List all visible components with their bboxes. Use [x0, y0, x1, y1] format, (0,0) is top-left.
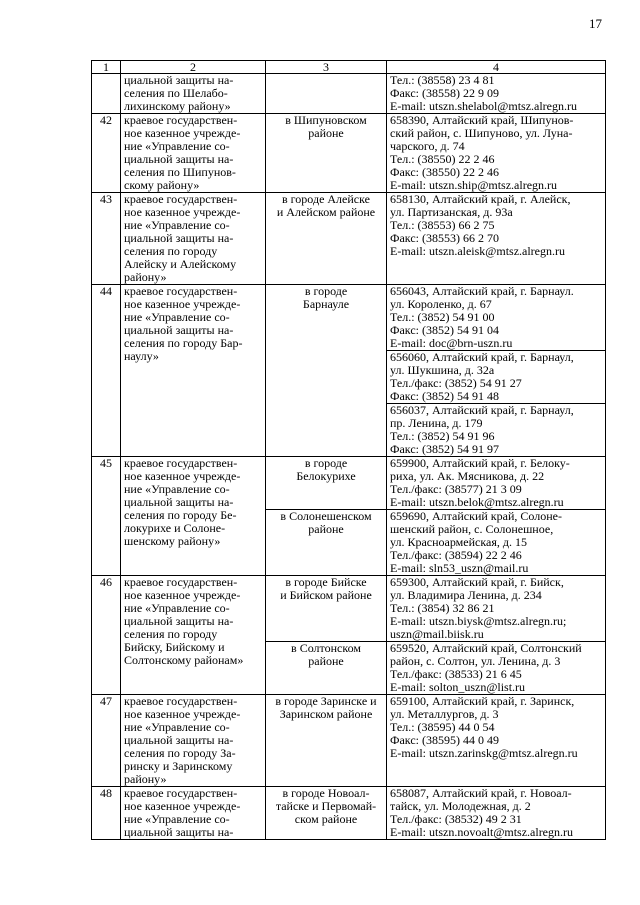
service-area: в городе Новоал- тайске и Первомай- ском районе [266, 787, 387, 840]
table-row [92, 285, 606, 351]
contact-details: 656043, Алтайский край, г. Барнаул. ул. Короленко, д. 67 Тел.: (3852) 54 91 00 Факс: (3852) 54 91 04 E-mail: doc@brn-uszn.ru [387, 285, 606, 351]
table-row [92, 787, 606, 840]
row-number: 44 [92, 285, 121, 457]
service-area: в городе Заринске и Заринском районе [266, 695, 387, 787]
contact-details: 659900, Алтайский край, г. Белоку- риха, ул. Ак. Мясникова, д. 22 Тел./факс: (38577) 21 3 09 E-mail: utszn.belok@mtsz.alregn.ru [387, 457, 606, 510]
table-row [92, 457, 606, 510]
row-number: 46 [92, 576, 121, 695]
institution-name: краевое государствен- ное казенное учрежде- ние «Управление со- циальной защиты на- селения по городу Алейску и Алейскому району» [121, 193, 266, 285]
contact-details: 659520, Алтайский край, Солтонский район, с. Солтон, ул. Ленина, д. 3 Тел./факс: (38533) 21 6 45 E-mail: solton_uszn@list.ru [387, 642, 606, 695]
row-number [92, 74, 121, 114]
contact-details: Тел.: (38558) 23 4 81 Факс: (38558) 22 9 09 E-mail: utszn.shelabol@mtsz.alregn.ru [387, 74, 606, 114]
contact-details: 658390, Алтайский край, Шипунов- ский район, с. Шипуново, ул. Луна- чарского, д. 74 Тел.: (38550) 22 2 46 Факс: (38550) 22 2 46 E-mail: utszn.ship@mtsz.alregn.ru [387, 114, 606, 193]
table-row [92, 114, 606, 193]
column-header: 3 [266, 61, 387, 74]
contact-details: 658087, Алтайский край, г. Новоал- тайск, ул. Молодежная, д. 2 Тел./факс: (38532) 49 2 31 E-mail: utszn.novoalt@mtsz.alregn.ru [387, 787, 606, 840]
service-area: в городе Бийске и Бийском районе [266, 576, 387, 642]
service-area: в городе Алейске и Алейском районе [266, 193, 387, 285]
institution-name: краевое государствен- ное казенное учрежде- ние «Управление со- циальной защиты на- селения по городу Бе- локурихе и Солоне- шенскому району» [121, 457, 266, 576]
service-area: в городе Белокурихе [266, 457, 387, 510]
service-area: в Шипуновском районе [266, 114, 387, 193]
contact-details: 659100, Алтайский край, г. Заринск, ул. Металлургов, д. 3 Тел.: (38595) 44 0 54 Факс: (38595) 44 0 49 E-mail: utszn.zarinskg@mtsz.alregn.ru [387, 695, 606, 787]
contact-details: 656060, Алтайский край, г. Барнаул, ул. Шукшина, д. 32а Тел./факс: (3852) 54 91 27 Факс: (3852) 54 91 48 [387, 351, 606, 404]
table-row [92, 576, 606, 642]
row-number: 45 [92, 457, 121, 576]
institution-name: краевое государствен- ное казенное учрежде- ние «Управление со- циальной защиты на- селения по Шипунов- скому району» [121, 114, 266, 193]
service-area: в городе Барнауле [266, 285, 387, 457]
column-header: 2 [121, 61, 266, 74]
institution-name: циальной защиты на- селения по Шелабо- лихинскому району» [121, 74, 266, 114]
institution-name: краевое государствен- ное казенное учрежде- ние «Управление со- циальной защиты на- селения по городу Бар- наулу» [121, 285, 266, 457]
row-number: 48 [92, 787, 121, 840]
contact-details: 656037, Алтайский край, г. Барнаул, пр. Ленина, д. 179 Тел.: (3852) 54 91 96 Факс: (3852) 54 91 97 [387, 404, 606, 457]
contact-details: 658130, Алтайский край, г. Алейск, ул. Партизанская, д. 93а Тел.: (38553) 66 2 75 Факс: (38553) 66 2 70 E-mail: utszn.aleisk@mtsz.alregn.ru [387, 193, 606, 285]
institution-name: краевое государствен- ное казенное учрежде- ние «Управление со- циальной защиты на- [121, 787, 266, 840]
page-number: 17 [589, 16, 602, 31]
table-row [92, 193, 606, 285]
service-area: в Солонешенском районе [266, 510, 387, 576]
row-number: 42 [92, 114, 121, 193]
column-header: 1 [92, 61, 121, 74]
row-number: 43 [92, 193, 121, 285]
contact-details: 659690, Алтайский край, Солоне- шенский район, с. Солонешное, ул. Красноармейская, д. 15 Тел./факс: (38594) 22 2 46 E-mail: sln53_uszn@mail.ru [387, 510, 606, 576]
service-area [266, 74, 387, 114]
contact-details: 659300, Алтайский край, г. Бийск, ул. Владимира Ленина, д. 234 Тел.: (3854) 32 86 21 E-mail: utszn.biysk@mtsz.alregn.ru; uszn@mail.biisk.ru [387, 576, 606, 642]
institution-name: краевое государствен- ное казенное учрежде- ние «Управление со- циальной защиты на- селения по городу Бийску, Бийскому и Солтонскому районам» [121, 576, 266, 695]
row-number: 47 [92, 695, 121, 787]
column-header: 4 [387, 61, 606, 74]
table-row [92, 74, 606, 114]
institution-name: краевое государствен- ное казенное учрежде- ние «Управление со- циальной защиты на- селения по городу За- ринску и Заринскому району» [121, 695, 266, 787]
table-header-row [92, 61, 606, 74]
table-row [92, 695, 606, 787]
institutions-table [91, 60, 606, 840]
service-area: в Солтонском районе [266, 642, 387, 695]
